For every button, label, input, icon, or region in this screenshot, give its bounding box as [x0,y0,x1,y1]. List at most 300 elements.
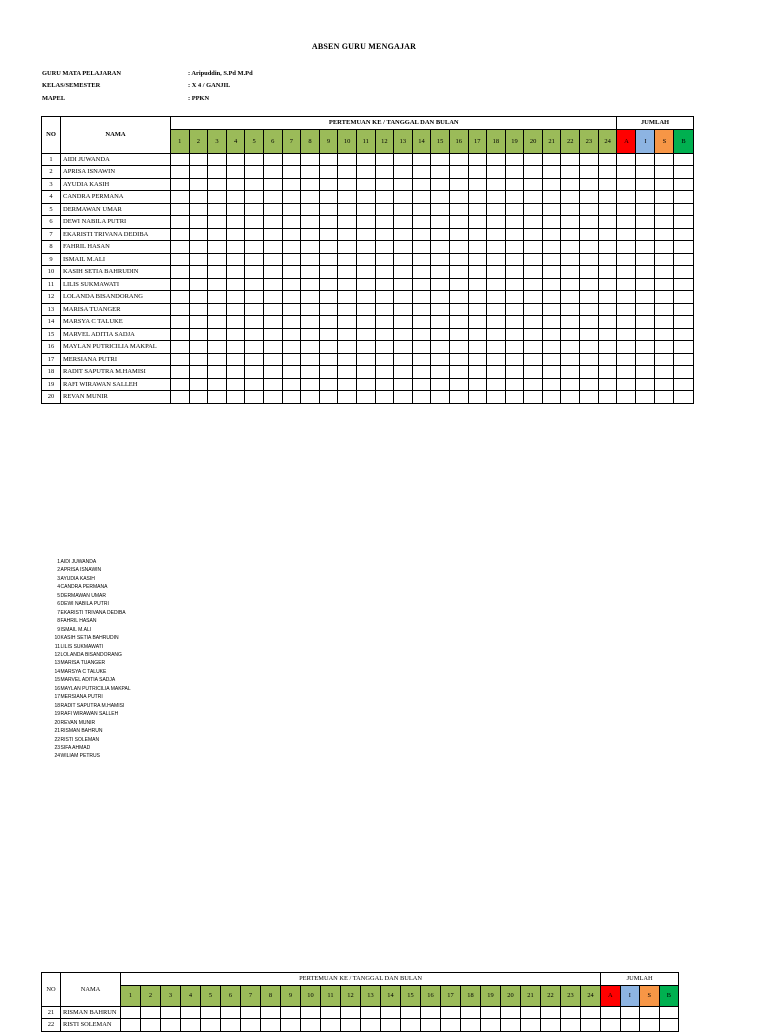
attendance-cell[interactable] [524,241,543,254]
attendance-cell[interactable] [341,1006,361,1019]
attendance-cell[interactable] [431,253,450,266]
attendance-cell[interactable] [524,341,543,354]
attendance-cell[interactable] [412,203,431,216]
attendance-cell[interactable] [319,166,338,179]
attendance-cell[interactable] [245,391,264,404]
attendance-cell[interactable] [487,178,506,191]
attendance-cell[interactable] [580,303,599,316]
attendance-cell[interactable] [561,378,580,391]
attendance-cell[interactable] [598,328,617,341]
attendance-cell[interactable] [431,366,450,379]
attendance-cell[interactable] [449,303,468,316]
attendance-cell[interactable] [356,353,375,366]
attendance-cell[interactable] [561,216,580,229]
attendance-cell[interactable] [561,316,580,329]
attendance-cell[interactable] [598,166,617,179]
attendance-cell[interactable] [319,191,338,204]
attendance-cell[interactable] [208,153,227,166]
attendance-cell[interactable] [521,1006,541,1019]
attendance-cell[interactable] [338,391,357,404]
attendance-cell[interactable] [487,316,506,329]
attendance-cell[interactable] [171,216,190,229]
attendance-cell[interactable] [394,341,413,354]
attendance-cell[interactable] [226,378,245,391]
attendance-cell[interactable] [263,153,282,166]
attendance-cell[interactable] [375,166,394,179]
attendance-cell[interactable] [561,253,580,266]
attendance-cell[interactable] [208,316,227,329]
attendance-cell[interactable] [449,378,468,391]
attendance-cell[interactable] [431,278,450,291]
attendance-cell[interactable] [501,1006,521,1019]
attendance-cell[interactable] [468,266,487,279]
attendance-cell[interactable] [263,391,282,404]
attendance-cell[interactable] [208,303,227,316]
attendance-cell[interactable] [542,328,561,341]
attendance-cell[interactable] [189,278,208,291]
attendance-cell[interactable] [208,166,227,179]
attendance-cell[interactable] [338,153,357,166]
attendance-cell[interactable] [261,1006,281,1019]
attendance-cell[interactable] [226,203,245,216]
attendance-cell[interactable] [319,391,338,404]
attendance-cell[interactable] [431,203,450,216]
attendance-cell[interactable] [505,278,524,291]
attendance-cell[interactable] [524,303,543,316]
attendance-cell[interactable] [338,378,357,391]
attendance-cell[interactable] [356,328,375,341]
attendance-cell[interactable] [524,366,543,379]
attendance-cell[interactable] [141,1019,161,1032]
attendance-cell[interactable] [542,316,561,329]
attendance-cell[interactable] [189,203,208,216]
attendance-cell[interactable] [301,228,320,241]
attendance-cell[interactable] [189,178,208,191]
attendance-cell[interactable] [461,1019,481,1032]
attendance-cell[interactable] [338,166,357,179]
attendance-cell[interactable] [421,1019,441,1032]
attendance-cell[interactable] [375,328,394,341]
attendance-cell[interactable] [542,253,561,266]
attendance-cell[interactable] [412,166,431,179]
attendance-cell[interactable] [542,241,561,254]
attendance-cell[interactable] [598,291,617,304]
attendance-cell[interactable] [468,291,487,304]
attendance-cell[interactable] [598,341,617,354]
attendance-cell[interactable] [375,228,394,241]
attendance-cell[interactable] [226,166,245,179]
attendance-cell[interactable] [561,391,580,404]
attendance-cell[interactable] [542,291,561,304]
attendance-cell[interactable] [449,153,468,166]
attendance-cell[interactable] [263,166,282,179]
attendance-cell[interactable] [598,316,617,329]
attendance-cell[interactable] [319,203,338,216]
attendance-cell[interactable] [263,178,282,191]
attendance-cell[interactable] [449,291,468,304]
attendance-cell[interactable] [505,328,524,341]
attendance-cell[interactable] [181,1006,201,1019]
attendance-cell[interactable] [301,391,320,404]
attendance-cell[interactable] [181,1019,201,1032]
attendance-cell[interactable] [468,178,487,191]
attendance-cell[interactable] [412,366,431,379]
attendance-cell[interactable] [301,266,320,279]
attendance-cell[interactable] [282,153,301,166]
attendance-cell[interactable] [449,266,468,279]
attendance-cell[interactable] [282,291,301,304]
attendance-cell[interactable] [189,341,208,354]
attendance-cell[interactable] [208,328,227,341]
attendance-cell[interactable] [580,353,599,366]
attendance-cell[interactable] [375,278,394,291]
attendance-cell[interactable] [338,253,357,266]
attendance-cell[interactable] [487,353,506,366]
attendance-cell[interactable] [282,341,301,354]
attendance-cell[interactable] [505,291,524,304]
attendance-cell[interactable] [487,266,506,279]
attendance-cell[interactable] [338,291,357,304]
attendance-cell[interactable] [561,266,580,279]
attendance-cell[interactable] [208,366,227,379]
attendance-cell[interactable] [263,253,282,266]
attendance-cell[interactable] [281,1006,301,1019]
attendance-cell[interactable] [505,303,524,316]
attendance-cell[interactable] [282,216,301,229]
attendance-cell[interactable] [580,241,599,254]
attendance-cell[interactable] [412,378,431,391]
attendance-cell[interactable] [171,303,190,316]
attendance-cell[interactable] [321,1006,341,1019]
attendance-cell[interactable] [189,303,208,316]
attendance-cell[interactable] [561,228,580,241]
attendance-cell[interactable] [394,316,413,329]
attendance-cell[interactable] [394,353,413,366]
attendance-cell[interactable] [241,1019,261,1032]
attendance-cell[interactable] [282,241,301,254]
attendance-cell[interactable] [282,378,301,391]
attendance-cell[interactable] [542,266,561,279]
attendance-cell[interactable] [561,341,580,354]
attendance-cell[interactable] [412,328,431,341]
attendance-cell[interactable] [461,1006,481,1019]
attendance-cell[interactable] [189,353,208,366]
attendance-cell[interactable] [226,228,245,241]
attendance-cell[interactable] [338,216,357,229]
attendance-cell[interactable] [375,203,394,216]
attendance-cell[interactable] [441,1019,461,1032]
attendance-cell[interactable] [501,1019,521,1032]
attendance-cell[interactable] [171,341,190,354]
attendance-cell[interactable] [208,391,227,404]
attendance-cell[interactable] [561,328,580,341]
attendance-cell[interactable] [356,378,375,391]
attendance-cell[interactable] [319,316,338,329]
attendance-cell[interactable] [375,253,394,266]
attendance-cell[interactable] [171,266,190,279]
attendance-cell[interactable] [171,153,190,166]
attendance-cell[interactable] [412,316,431,329]
attendance-cell[interactable] [598,378,617,391]
attendance-cell[interactable] [412,191,431,204]
attendance-cell[interactable] [487,216,506,229]
attendance-cell[interactable] [319,253,338,266]
attendance-cell[interactable] [421,1006,441,1019]
attendance-cell[interactable] [598,241,617,254]
attendance-cell[interactable] [542,303,561,316]
attendance-cell[interactable] [226,216,245,229]
attendance-cell[interactable] [598,278,617,291]
attendance-cell[interactable] [541,1006,561,1019]
attendance-cell[interactable] [468,366,487,379]
attendance-cell[interactable] [431,353,450,366]
attendance-cell[interactable] [226,328,245,341]
attendance-cell[interactable] [245,178,264,191]
attendance-cell[interactable] [524,216,543,229]
attendance-cell[interactable] [375,378,394,391]
attendance-cell[interactable] [381,1006,401,1019]
attendance-cell[interactable] [356,316,375,329]
attendance-cell[interactable] [468,341,487,354]
attendance-cell[interactable] [263,303,282,316]
attendance-cell[interactable] [561,1006,581,1019]
attendance-cell[interactable] [580,278,599,291]
attendance-cell[interactable] [356,191,375,204]
attendance-cell[interactable] [208,266,227,279]
attendance-cell[interactable] [208,353,227,366]
attendance-cell[interactable] [524,291,543,304]
attendance-cell[interactable] [282,253,301,266]
attendance-cell[interactable] [468,228,487,241]
attendance-cell[interactable] [263,353,282,366]
attendance-cell[interactable] [394,391,413,404]
attendance-cell[interactable] [431,341,450,354]
attendance-cell[interactable] [141,1006,161,1019]
attendance-cell[interactable] [301,366,320,379]
attendance-cell[interactable] [505,253,524,266]
attendance-cell[interactable] [356,303,375,316]
attendance-cell[interactable] [412,278,431,291]
attendance-cell[interactable] [301,203,320,216]
attendance-cell[interactable] [189,378,208,391]
attendance-cell[interactable] [449,241,468,254]
attendance-cell[interactable] [487,191,506,204]
attendance-cell[interactable] [561,178,580,191]
attendance-cell[interactable] [505,178,524,191]
attendance-cell[interactable] [524,166,543,179]
attendance-cell[interactable] [542,203,561,216]
attendance-cell[interactable] [431,166,450,179]
attendance-cell[interactable] [394,378,413,391]
attendance-cell[interactable] [245,166,264,179]
attendance-cell[interactable] [189,328,208,341]
attendance-cell[interactable] [301,303,320,316]
attendance-cell[interactable] [431,178,450,191]
attendance-cell[interactable] [431,303,450,316]
attendance-cell[interactable] [171,178,190,191]
attendance-cell[interactable] [319,303,338,316]
attendance-cell[interactable] [245,303,264,316]
attendance-cell[interactable] [487,291,506,304]
attendance-cell[interactable] [394,291,413,304]
attendance-cell[interactable] [301,328,320,341]
attendance-cell[interactable] [561,241,580,254]
attendance-cell[interactable] [487,366,506,379]
attendance-cell[interactable] [580,203,599,216]
attendance-cell[interactable] [263,266,282,279]
attendance-cell[interactable] [505,341,524,354]
attendance-cell[interactable] [301,278,320,291]
attendance-cell[interactable] [208,216,227,229]
attendance-cell[interactable] [319,241,338,254]
attendance-cell[interactable] [338,328,357,341]
attendance-cell[interactable] [189,166,208,179]
attendance-cell[interactable] [245,253,264,266]
attendance-cell[interactable] [245,291,264,304]
attendance-cell[interactable] [505,191,524,204]
attendance-cell[interactable] [542,353,561,366]
attendance-cell[interactable] [580,291,599,304]
attendance-cell[interactable] [561,166,580,179]
attendance-cell[interactable] [468,316,487,329]
attendance-cell[interactable] [189,228,208,241]
attendance-cell[interactable] [356,253,375,266]
attendance-cell[interactable] [580,166,599,179]
attendance-cell[interactable] [356,241,375,254]
attendance-cell[interactable] [449,216,468,229]
attendance-cell[interactable] [226,341,245,354]
attendance-cell[interactable] [412,291,431,304]
attendance-cell[interactable] [282,266,301,279]
attendance-cell[interactable] [263,241,282,254]
attendance-cell[interactable] [208,253,227,266]
attendance-cell[interactable] [580,378,599,391]
attendance-cell[interactable] [319,153,338,166]
attendance-cell[interactable] [431,216,450,229]
attendance-cell[interactable] [226,303,245,316]
attendance-cell[interactable] [245,341,264,354]
attendance-cell[interactable] [301,1006,321,1019]
attendance-cell[interactable] [319,378,338,391]
attendance-cell[interactable] [121,1019,141,1032]
attendance-cell[interactable] [245,278,264,291]
attendance-cell[interactable] [431,266,450,279]
attendance-cell[interactable] [468,216,487,229]
attendance-cell[interactable] [301,253,320,266]
attendance-cell[interactable] [449,328,468,341]
attendance-cell[interactable] [542,391,561,404]
attendance-cell[interactable] [171,291,190,304]
attendance-cell[interactable] [580,153,599,166]
attendance-cell[interactable] [505,353,524,366]
attendance-cell[interactable] [394,303,413,316]
attendance-cell[interactable] [301,216,320,229]
attendance-cell[interactable] [505,316,524,329]
attendance-cell[interactable] [505,216,524,229]
attendance-cell[interactable] [226,178,245,191]
attendance-cell[interactable] [356,216,375,229]
attendance-cell[interactable] [338,178,357,191]
attendance-cell[interactable] [394,216,413,229]
attendance-cell[interactable] [468,303,487,316]
attendance-cell[interactable] [263,341,282,354]
attendance-cell[interactable] [598,203,617,216]
attendance-cell[interactable] [542,378,561,391]
attendance-cell[interactable] [580,316,599,329]
attendance-cell[interactable] [263,278,282,291]
attendance-cell[interactable] [468,191,487,204]
attendance-cell[interactable] [394,241,413,254]
attendance-cell[interactable] [161,1006,181,1019]
attendance-cell[interactable] [171,166,190,179]
attendance-cell[interactable] [375,341,394,354]
attendance-cell[interactable] [226,278,245,291]
attendance-cell[interactable] [375,266,394,279]
attendance-cell[interactable] [375,366,394,379]
attendance-cell[interactable] [226,316,245,329]
attendance-cell[interactable] [189,391,208,404]
attendance-cell[interactable] [171,228,190,241]
attendance-cell[interactable] [361,1019,381,1032]
attendance-cell[interactable] [263,366,282,379]
attendance-cell[interactable] [201,1006,221,1019]
attendance-cell[interactable] [524,203,543,216]
attendance-cell[interactable] [431,316,450,329]
attendance-cell[interactable] [468,153,487,166]
attendance-cell[interactable] [319,178,338,191]
attendance-cell[interactable] [524,178,543,191]
attendance-cell[interactable] [263,316,282,329]
attendance-cell[interactable] [431,228,450,241]
attendance-cell[interactable] [524,378,543,391]
attendance-cell[interactable] [171,328,190,341]
attendance-cell[interactable] [171,241,190,254]
attendance-cell[interactable] [598,178,617,191]
attendance-cell[interactable] [431,153,450,166]
attendance-cell[interactable] [319,328,338,341]
attendance-cell[interactable] [221,1006,241,1019]
attendance-cell[interactable] [468,253,487,266]
attendance-cell[interactable] [487,241,506,254]
attendance-cell[interactable] [245,328,264,341]
attendance-cell[interactable] [468,166,487,179]
attendance-cell[interactable] [561,203,580,216]
attendance-cell[interactable] [263,191,282,204]
attendance-cell[interactable] [487,303,506,316]
attendance-cell[interactable] [208,178,227,191]
attendance-cell[interactable] [263,378,282,391]
attendance-cell[interactable] [394,153,413,166]
attendance-cell[interactable] [598,366,617,379]
attendance-cell[interactable] [542,366,561,379]
attendance-cell[interactable] [394,253,413,266]
attendance-cell[interactable] [561,291,580,304]
attendance-cell[interactable] [598,266,617,279]
attendance-cell[interactable] [319,216,338,229]
attendance-cell[interactable] [580,366,599,379]
attendance-cell[interactable] [598,216,617,229]
attendance-cell[interactable] [321,1019,341,1032]
attendance-cell[interactable] [487,378,506,391]
attendance-cell[interactable] [561,353,580,366]
attendance-cell[interactable] [431,291,450,304]
attendance-cell[interactable] [338,191,357,204]
attendance-cell[interactable] [301,191,320,204]
attendance-cell[interactable] [208,241,227,254]
attendance-cell[interactable] [189,191,208,204]
attendance-cell[interactable] [319,278,338,291]
attendance-cell[interactable] [412,253,431,266]
